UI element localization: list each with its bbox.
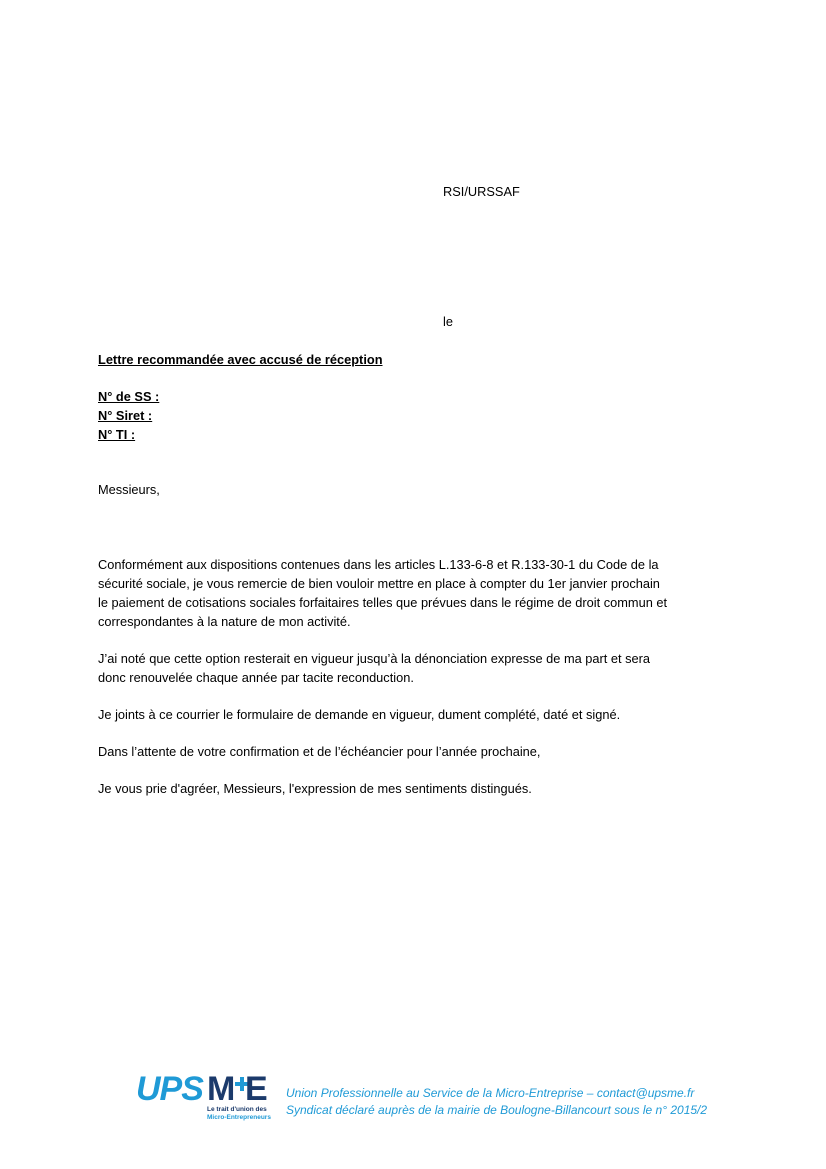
paragraph-1 bbox=[98, 555, 738, 631]
svg-text:Le trait d'union des: Le trait d'union des bbox=[207, 1106, 267, 1113]
date-line: le bbox=[443, 314, 453, 329]
body-line: Dans l’attente de votre confirmation et de l’échéancier pour l’année prochaine, bbox=[98, 744, 541, 759]
reference-block bbox=[98, 387, 159, 444]
footer-text bbox=[286, 1085, 707, 1119]
body-line: J’ai noté que cette option resterait en vigueur jusqu’à la dénonciation expresse de ma part et sera bbox=[98, 651, 651, 666]
body-line: sécurité sociale, je vous remercie de bien vouloir mettre en place à compter du 1er janvier prochain bbox=[98, 576, 660, 591]
body-line: donc renouvelée chaque année par tacite reconduction. bbox=[98, 670, 414, 685]
paragraph-2 bbox=[98, 649, 738, 687]
footer-line-1: Union Professionnelle au Service de la Micro-Entreprise – contact@upsme.fr bbox=[286, 1086, 695, 1100]
letter-subject: Lettre recommandée avec accusé de réception bbox=[98, 352, 383, 367]
footer-line-2: Syndicat déclaré auprès de la mairie de Boulogne-Billancourt sous le n° 2015/2 bbox=[286, 1103, 708, 1117]
letter-body bbox=[98, 555, 738, 816]
paragraph-5 bbox=[98, 779, 738, 798]
recipient: RSI/URSSAF bbox=[443, 184, 520, 199]
paragraph-4 bbox=[98, 742, 738, 761]
body-line: Je vous prie d'agréer, Messieurs, l'expression de mes sentiments distingués. bbox=[98, 781, 532, 796]
paragraph-3 bbox=[98, 705, 738, 724]
body-line: Conformément aux dispositions contenues dans les articles L.133-6-8 et R.133-30-1 du Code de la bbox=[98, 557, 659, 572]
ref-ti: N° TI : bbox=[98, 427, 136, 442]
body-line: correspondantes à la nature de mon activité. bbox=[98, 614, 351, 629]
greeting: Messieurs, bbox=[98, 482, 160, 497]
body-line: le paiement de cotisations sociales forfaitaires telles que prévues dans le régime de droit commun et bbox=[98, 595, 668, 610]
svg-text:Micro-Entrepreneurs: Micro-Entrepreneurs bbox=[207, 1114, 271, 1121]
ref-ss: N° de SS : bbox=[98, 389, 160, 404]
upsme-logo bbox=[136, 1066, 286, 1124]
body-line: Je joints à ce courrier le formulaire de demande en vigueur, dument complété, daté et signé. bbox=[98, 707, 621, 722]
svg-text:E: E bbox=[245, 1070, 268, 1108]
svg-text:M: M bbox=[207, 1070, 236, 1108]
ref-siret: N° Siret : bbox=[98, 408, 153, 423]
svg-text:UPS: UPS bbox=[136, 1070, 203, 1108]
